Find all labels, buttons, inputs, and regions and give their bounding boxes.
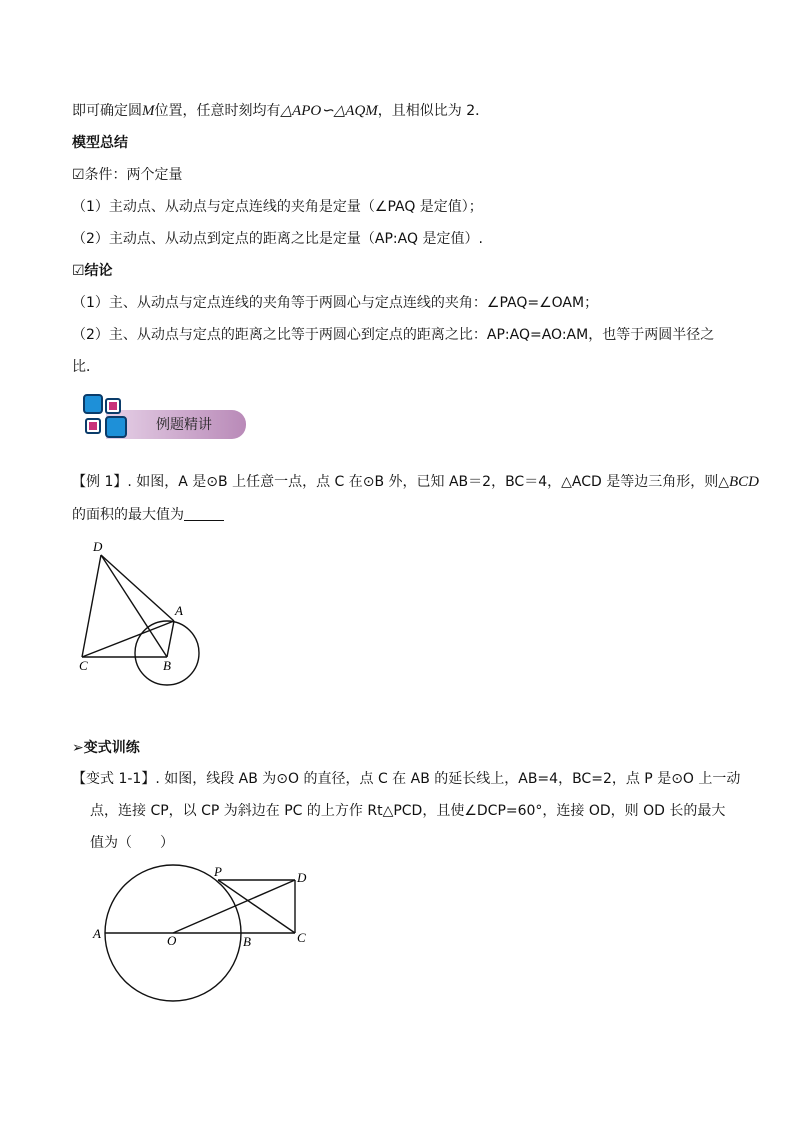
example-1-line-2: 的面积的最大值为 bbox=[72, 505, 224, 525]
label-c: C bbox=[79, 658, 88, 673]
answer-blank bbox=[184, 506, 224, 521]
variant-1-line-2: 点，连接 CP，以 CP 为斜边在 PC 的上方作 Rt△PCD，且使∠DCP=60°，连接 OD，则 OD 长的最大 bbox=[90, 803, 726, 819]
conclusion-2-line-1: （2）主、从动点与定点的距离之比等于两圆心到定点的距离之比：AP:AQ=AO:AM，也等于两圆半径之 bbox=[72, 327, 715, 343]
condition-1: （1）主动点、从动点与定点连线的夹角是定量（∠PAQ 是定值）； bbox=[72, 199, 483, 215]
conclusion-1: （1）主、从动点与定点连线的夹角等于两圆心与定点连线的夹角：∠PAQ=∠OAM； bbox=[72, 295, 599, 311]
condition-title: ☑条件：两个定量 bbox=[72, 167, 183, 183]
figure-1 bbox=[70, 535, 210, 695]
variant-training-title: ➢变式训练 bbox=[72, 740, 140, 756]
label-b2: B bbox=[243, 934, 251, 949]
label-p: P bbox=[214, 864, 222, 879]
label-d: D bbox=[93, 539, 103, 554]
condition-2: （2）主动点、从动点到定点的距离之比是定量（AP:AQ 是定值）. bbox=[72, 231, 483, 247]
figure-2 bbox=[90, 860, 320, 1010]
circle-b bbox=[135, 621, 199, 685]
model-summary-title: 模型总结 bbox=[72, 135, 128, 151]
label-o: O bbox=[167, 933, 177, 948]
banner-label: 例题精讲 bbox=[156, 417, 212, 433]
text-line-1: 即可确定圆M位置，任意时刻均有△APO∽△AQM，且相似比为 2． bbox=[72, 103, 490, 119]
label-a2: A bbox=[93, 926, 101, 941]
label-b: B bbox=[163, 658, 171, 673]
example-1-line-1: 【例 1】. 如图，A 是⊙B 上任意一点，点 C 在⊙B 外，已知 AB＝2，BC＝4，△ACD 是等边三角形，则△BCD bbox=[72, 474, 759, 490]
label-c2: C bbox=[297, 930, 306, 945]
conclusion-title: ☑结论 bbox=[72, 263, 113, 279]
section-banner bbox=[78, 393, 248, 449]
label-a: A bbox=[175, 603, 183, 618]
variant-1-line-3: 值为（ ） bbox=[90, 835, 174, 851]
conclusion-2-line-2: 比． bbox=[72, 359, 100, 375]
label-d2: D bbox=[297, 870, 307, 885]
squares-icon bbox=[78, 393, 134, 449]
variant-1-line-1: 【变式 1-1】. 如图，线段 AB 为⊙O 的直径，点 C 在 AB 的延长线上，AB=4，BC=2，点 P 是⊙O 上一动 bbox=[72, 771, 741, 787]
